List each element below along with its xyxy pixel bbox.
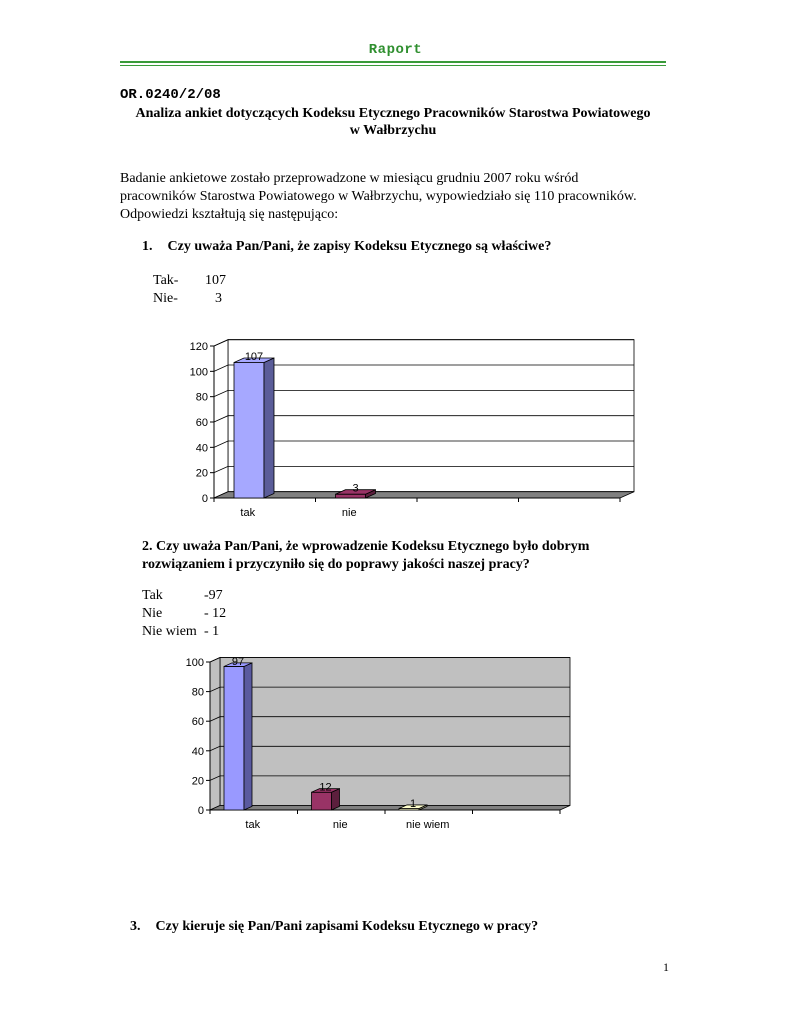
chart-category-label: tak bbox=[245, 819, 261, 831]
chart-data-label: 3 bbox=[352, 482, 359, 495]
chart-back-wall bbox=[220, 655, 570, 806]
chart-bar bbox=[234, 362, 264, 498]
chart-y-tick-label: 0 bbox=[197, 805, 204, 817]
report-header-title: Raport bbox=[368, 42, 423, 58]
chart-y-tick-label: 100 bbox=[185, 657, 204, 669]
chart-question-2 bbox=[170, 650, 590, 840]
question-1 bbox=[142, 238, 551, 256]
answer-label: Tak bbox=[142, 588, 163, 603]
chart-data-label: 1 bbox=[409, 797, 417, 810]
chart-side-wall bbox=[210, 658, 220, 811]
question-text: Czy uważa Pan/Pani, że wprowadzenie Kodeksu Etycznego było dobrym bbox=[156, 539, 590, 554]
document-title bbox=[120, 105, 666, 139]
chart-bar bbox=[336, 494, 366, 498]
answer-value: - 1 bbox=[204, 624, 220, 639]
chart-y-tick-label: 20 bbox=[191, 775, 204, 788]
chart-y-tick-label: 100 bbox=[189, 366, 208, 379]
chart-bar-side bbox=[264, 358, 274, 498]
document-title-line2: w Wałbrzychu bbox=[349, 123, 437, 138]
intro-line: pracowników Starostwa Powiatowego w Wałbrzychu, wypowiedziało się 110 pracowników. bbox=[120, 189, 637, 204]
chart-y-tick-label: 40 bbox=[191, 745, 204, 758]
question-number: 1. bbox=[142, 239, 153, 254]
question-text: Czy kieruje się Pan/Pani zapisami Kodeksu Etycznego w pracy? bbox=[155, 919, 539, 934]
question-number: 2. bbox=[142, 539, 153, 554]
answer-value: -97 bbox=[204, 588, 223, 603]
chart-category-label: tak bbox=[240, 507, 256, 519]
chart-y-tick-label: 120 bbox=[189, 341, 208, 353]
chart-data-label: 97 bbox=[231, 655, 245, 668]
chart-floor bbox=[214, 492, 634, 498]
answers-2 bbox=[142, 587, 226, 641]
chart-category-label: nie wiem bbox=[406, 819, 450, 831]
header-rule-top bbox=[120, 61, 666, 63]
chart-category-label: nie bbox=[341, 507, 357, 519]
answer-label: Nie wiem bbox=[142, 624, 197, 639]
question-2 bbox=[142, 538, 589, 574]
answer-value: - 12 bbox=[204, 606, 227, 621]
question-text: Czy uważa Pan/Pani, że zapisy Kodeksu Etycznego są właściwe? bbox=[167, 239, 552, 254]
chart-y-tick-label: 80 bbox=[195, 391, 208, 404]
chart-bar bbox=[312, 792, 332, 810]
chart-data-label: 12 bbox=[319, 781, 332, 794]
chart-data-label: 107 bbox=[244, 350, 264, 363]
question-3 bbox=[130, 918, 538, 936]
document-reference: OR.0240/2/08 bbox=[120, 87, 221, 103]
question-text: rozwiązaniem i przyczyniło się do poprawy jakości naszej pracy? bbox=[142, 557, 530, 572]
answer-label: Tak- bbox=[153, 273, 179, 288]
chart-y-tick-label: 60 bbox=[191, 716, 204, 729]
chart-y-tick-label: 20 bbox=[195, 467, 208, 480]
chart-question-1 bbox=[180, 335, 650, 525]
document-title-line1: Analiza ankiet dotyczących Kodeksu Etycznego Pracowników Starostwa Powiatowego bbox=[135, 106, 651, 121]
question-number: 3. bbox=[130, 919, 141, 934]
answers-1 bbox=[153, 272, 226, 308]
chart-bar-side bbox=[244, 663, 252, 810]
chart-bar bbox=[224, 666, 244, 810]
answer-label: Nie bbox=[142, 606, 163, 621]
page-number: 1 bbox=[663, 960, 669, 974]
chart-y-tick-label: 40 bbox=[195, 442, 208, 455]
chart-category-label: nie bbox=[332, 819, 348, 831]
answer-label: Nie- bbox=[153, 291, 178, 306]
chart-y-tick-label: 80 bbox=[191, 686, 204, 699]
intro-line: Badanie ankietowe zostało przeprowadzone w miesiącu grudniu 2007 roku wśród bbox=[120, 171, 579, 186]
chart-y-tick-label: 0 bbox=[201, 493, 208, 505]
answer-value: 107 bbox=[205, 273, 226, 288]
intro-line: Odpowiedzi kształtują się następująco: bbox=[120, 207, 339, 222]
intro-paragraph bbox=[120, 170, 680, 224]
chart-y-tick-label: 60 bbox=[195, 417, 208, 429]
answer-value: 3 bbox=[215, 291, 222, 306]
header-rule-bottom bbox=[120, 65, 666, 66]
chart-floor bbox=[210, 806, 570, 811]
